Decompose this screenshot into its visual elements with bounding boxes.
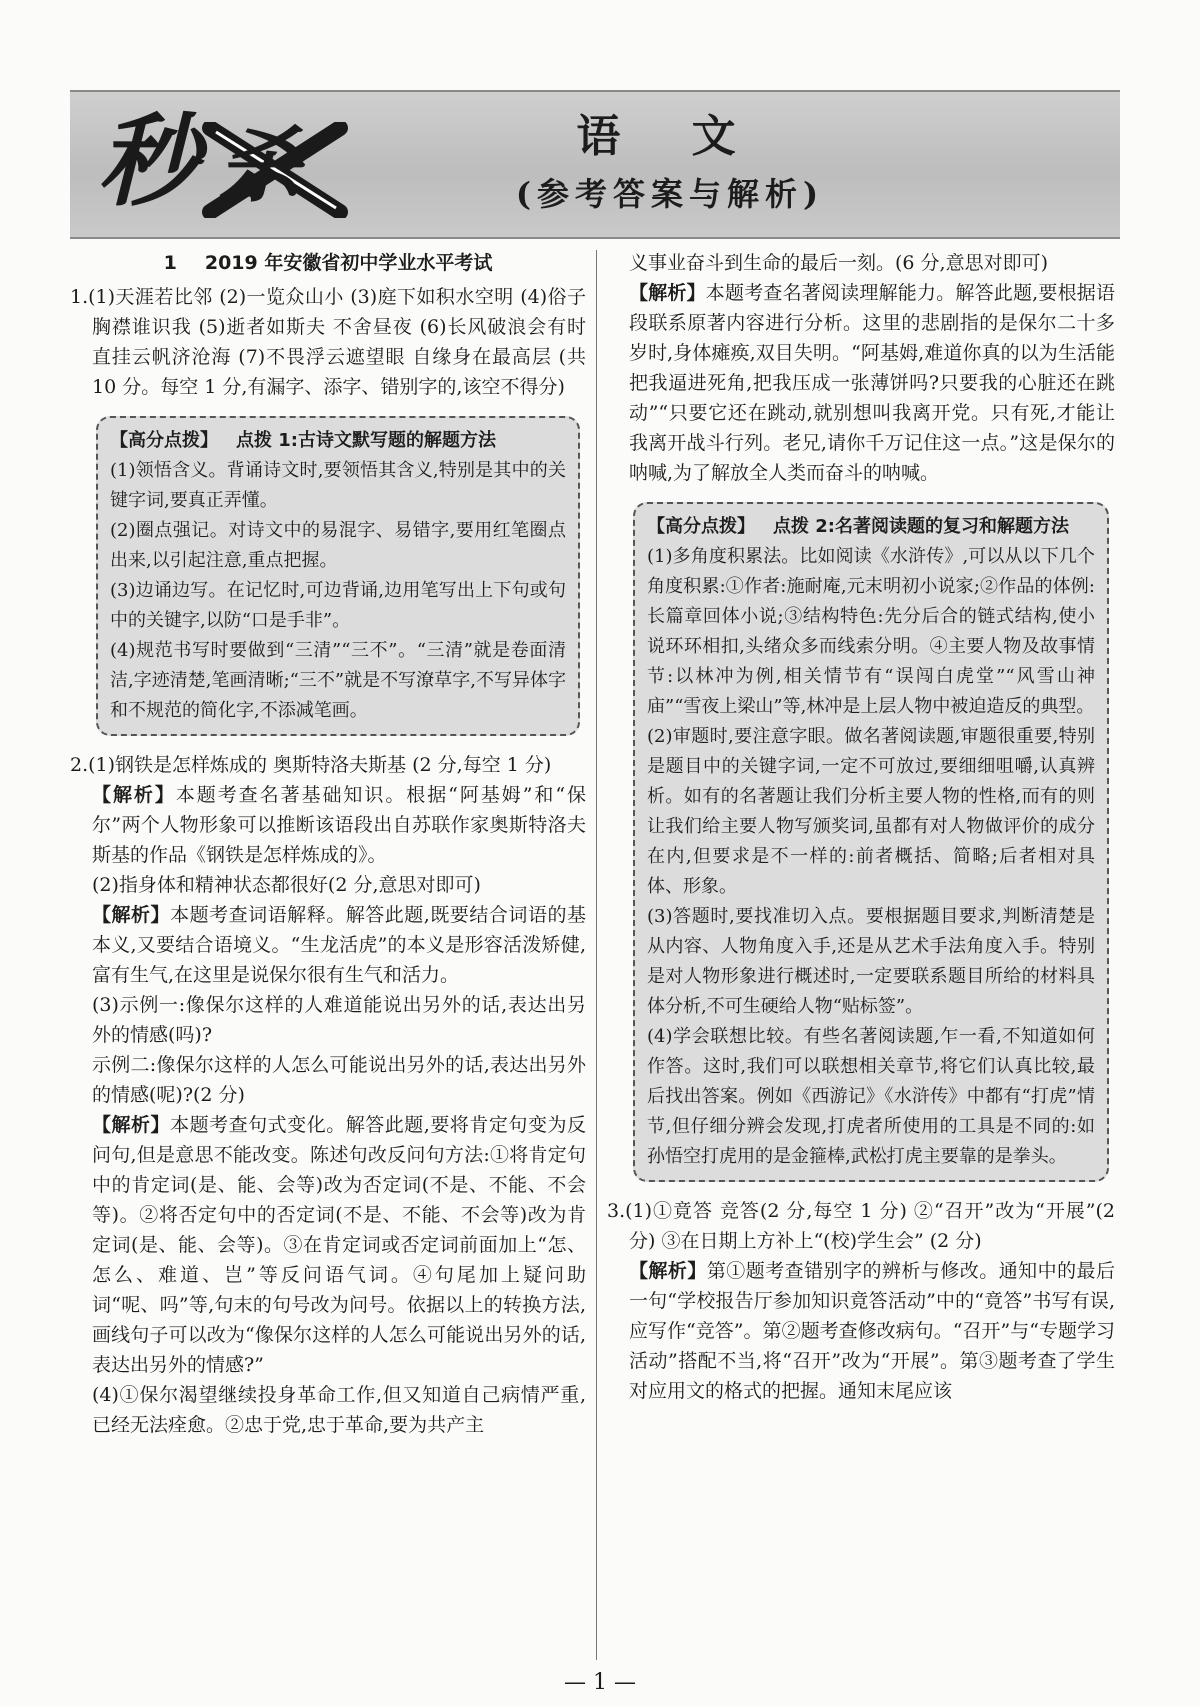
analysis-q3 (607, 1256, 1115, 1406)
analysis-q2-4 (607, 278, 1115, 488)
analysis-label: 【解析】 (629, 1260, 707, 1282)
tip-box-1-tag: 【高分点拨】 (110, 430, 218, 451)
analysis-text: 第①题考查错别字的辨析与修改。通知中的最后一句“学校报告厅参加知识竟答活动”中的“竟答”书写有误,应写作“竞答”。第②题考查修改病句。“召开”与“专题学习活动”搭配不当,将“召开”改为“开展”。第③题考查了学生对应用文的格式的把握。通知末尾应该 (629, 1260, 1115, 1402)
analysis-q2-1 (70, 780, 586, 870)
analysis-label: 【解析】 (92, 904, 171, 926)
tip-box-1-title: 点拨 1:古诗文默写题的解题方法 (236, 430, 496, 451)
tip-box-2-item: (2)审题时,要注意字眼。做名著阅读题,审题很重要,特别是题目中的关键字词,一定不可放过,要细细咀嚼,认真辨析。如有的名著题让我们分析主要人物的性格,而有的则让我们给主要人物写颁奖词,虽都有对人物做评价的成分在内,但要求是不一样的:前者概括、简略;后者相对具体、形象。 (647, 726, 1095, 897)
tip-box-1-item: (3)边诵边写。在记忆时,可边背诵,边用笔写出上下句或句中的关键字,以防“口是手非”。 (110, 580, 566, 631)
tip-box-1 (96, 416, 580, 736)
section-heading (70, 248, 586, 278)
right-column (607, 248, 1115, 1406)
column-divider (596, 250, 597, 1660)
tip-box-2-item: (3)答题时,要找准切入点。要根据题目要求,判断清楚是从内容、人物角度入手,还是从艺术手法角度入手。特别是对人物形象进行概述时,一定要联系题目所给的材料具体分析,不可生硬给人物“贴标签”。 (647, 906, 1095, 1017)
answer-q3: 3.(1)①竟答 竞答(2 分,每空 1 分) ②“召开”改为“开展”(2 分) ③在日期上方补上“(校)学生会” (2 分) (607, 1200, 1115, 1252)
section-number: 1 (163, 252, 177, 274)
section-title: 2019 年安徽省初中学业水平考试 (204, 252, 493, 274)
answer-q2-3-example-1: (3)示例一:像保尔这样的人难道能说出另外的话,表达出另外的情感(吗)? (92, 994, 586, 1046)
tip-box-2-item: (1)多角度积累法。比如阅读《水浒传》,可以从以下几个角度积累:①作者:施耐庵,元末明初小说家;②作品的体例:长篇章回体小说;③结构特色:先分后合的链式结构,使小说环环相扣,头绪众多而线索分明。④主要人物及故事情节:以林冲为例,相关情节有“误闯白虎堂”“风雪山神庙”“雪夜上梁山”等,林冲是上层人物中被迫造反的典型。 (647, 546, 1095, 717)
tip-box-2-item: (4)学会联想比较。有些名著阅读题,乍一看,不知道如何作答。这时,我们可以联想相关章节,将它们认真比较,最后找出答案。例如《西游记》《水浒传》中都有“打虎”情节,但仔细分辨会发现,打虎者所使用的工具是不同的:如孙悟空打虎用的是金箍棒,武松打虎主要靠的是拳头。 (647, 1026, 1095, 1167)
tip-box-1-item: (2)圈点强记。对诗文中的易混字、易错字,要用红笔圈点出来,以引起注意,重点把握。 (110, 520, 566, 571)
tip-box-2-tag: 【高分点拨】 (647, 516, 755, 537)
analysis-text: 本题考查词语解释。解答此题,既要结合词语的基本义,又要结合语境义。“生龙活虎”的本义是形容活泼矫健,富有生气,在这里是说保尔很有生气和活力。 (92, 904, 586, 986)
analysis-label: 【解析】 (92, 784, 176, 806)
brand-logo (98, 104, 368, 224)
tip-box-2-heading (647, 512, 1095, 542)
analysis-q2-3 (70, 1110, 586, 1380)
header-banner (70, 90, 1120, 239)
answer-q2-4: (4)①保尔渴望继续投身革命工作,但又知道自己病情严重,已经无法痊愈。②忠于党,忠于革命,要为共产主 (92, 1384, 586, 1436)
analysis-text: 本题考查名著阅读理解能力。解答此题,要根据语段联系原著内容进行分析。这里的悲剧指的是保尔二十多岁时,身体瘫痪,双目失明。“阿基姆,难道你真的以为生活能把我逼进死角,把我压成一张薄饼吗?只要我的心脏还在跳动”“只要它还在跳动,就别想叫我离开党。只有死,才能让我离开战斗行列。老兄,请你千万记住这一点。”这是保尔的呐喊,为了解放全人类而奋斗的呐喊。 (629, 282, 1115, 484)
subtitle: (参考答案与解析) (515, 175, 825, 213)
analysis-q2-2 (70, 900, 586, 990)
analysis-text: 本题考查句式变化。解答此题,要将肯定句变为反问句,但是意思不能改变。陈述句改反问句方法:①将肯定句中的肯定词(是、能、会等)改为否定词(不是、不能、不会等)。②将否定句中的否定词(不是、不能、不会等)改为肯定词(是、能、会等)。③在肯定词或否定词前面加上“怎、怎么、难道、岂”等反问语气词。④句尾加上疑问助词“呢、吗”等,句末的句号改为问号。依据以上的转换方法,画线句子可以改为“像保尔这样的人怎么可能说出另外的话,表达出另外的情感?” (92, 1114, 586, 1376)
logo-char-1: 秒 (98, 103, 198, 220)
answer-q2-4-continued: 义事业奋斗到生命的最后一刻。(6 分,意思对即可) (629, 252, 1048, 274)
left-column (70, 248, 586, 1440)
analysis-label: 【解析】 (92, 1114, 171, 1136)
tip-box-1-item: (1)领悟含义。背诵诗文时,要领悟其含义,特别是其中的关键字词,要真正弄懂。 (110, 460, 566, 511)
tip-box-1-heading (110, 426, 566, 456)
answer-q2-1: 2.(1)钢铁是怎样炼成的 奥斯特洛夫斯基 (2 分,每空 1 分) (70, 754, 552, 776)
analysis-text: 本题考查名著基础知识。根据“阿基姆”和“保尔”两个人物形象可以推断该语段出自苏联作家奥斯特洛夫斯基的作品《钢铁是怎样炼成的》。 (92, 784, 586, 866)
tip-box-2-title: 点拨 2:名著阅读题的复习和解题方法 (773, 516, 1069, 537)
tip-box-2 (633, 502, 1109, 1182)
logo-char-2: 杀 (218, 119, 300, 214)
page-number: — 1 — (564, 1670, 636, 1695)
answer-q1: 1.(1)天涯若比邻 (2)一览众山小 (3)庭下如积水空明 (4)俗子胸襟谁识我 (5)逝者如斯夫 不舍昼夜 (6)长风破浪会有时 直挂云帆济沧海 (7)不畏浮云遮望眼 自缘身在最高层 (共 10 分。每空 1 分,有漏字、添字、错别字的,该空不得分) (70, 286, 586, 398)
subject-title: 语 文 (576, 111, 764, 162)
answer-q2-3-example-2: 示例二:像保尔这样的人怎么可能说出另外的话,表达出另外的情感(呢)?(2 分) (92, 1054, 586, 1106)
answer-q2-2: (2)指身体和精神状态都很好(2 分,意思对即可) (92, 874, 481, 896)
analysis-label: 【解析】 (629, 282, 706, 304)
tip-box-1-item: (4)规范书写时要做到“三清”“三不”。“三清”就是卷面清洁,字迹清楚,笔画清晰;“三不”就是不写潦草字,不写异体字和不规范的简化字,不添减笔画。 (110, 640, 566, 721)
